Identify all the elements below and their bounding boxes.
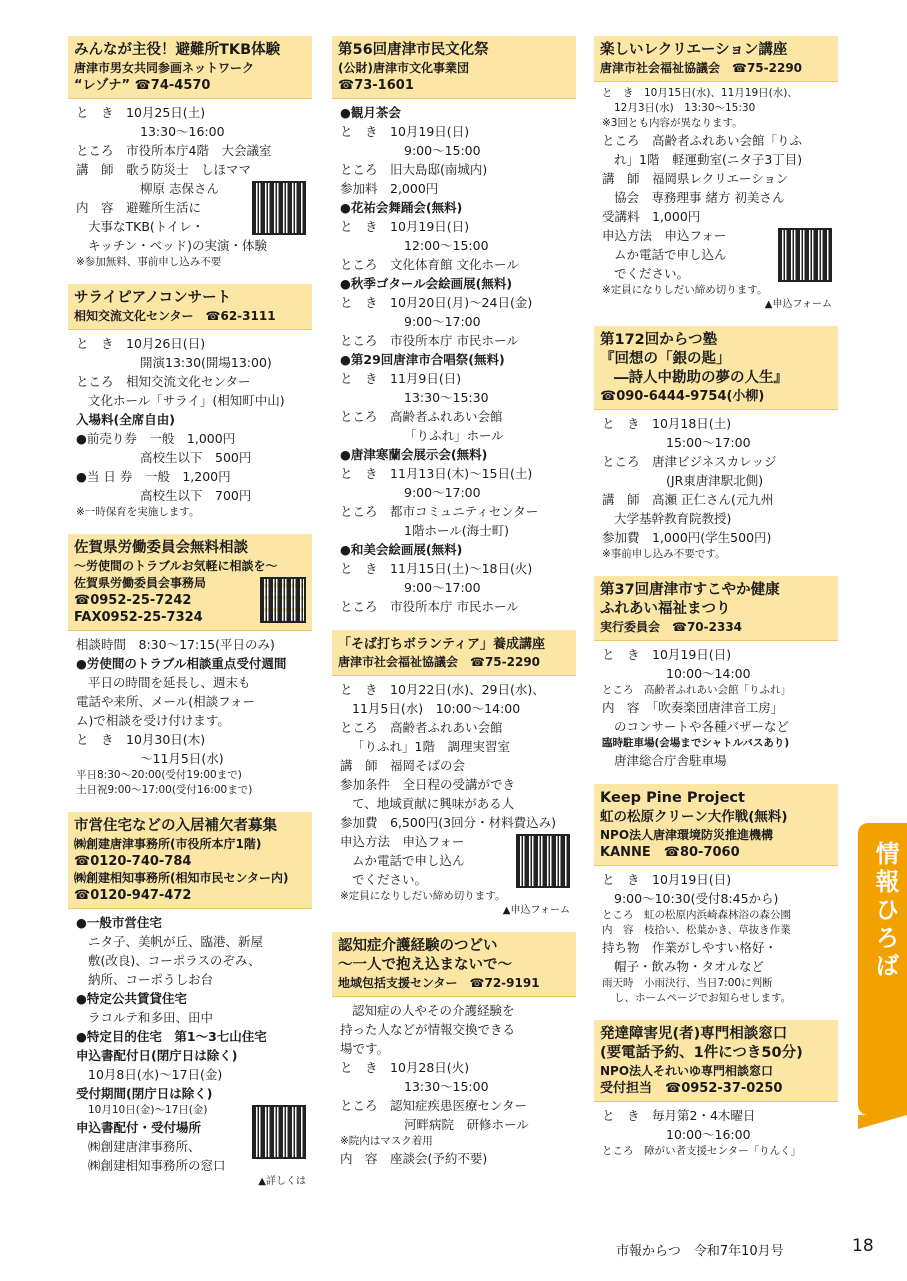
article-header (332, 36, 576, 99)
article-body (332, 676, 576, 918)
text-line: 1階ホール(海士町) (404, 523, 509, 538)
article-body (594, 641, 838, 770)
note: ※参加無料、事前申し込み不要 (76, 256, 222, 268)
article-header (332, 932, 576, 997)
text-line: ところ 都市コミュニティセンター (340, 504, 539, 519)
text-line: 13:30～15:30 (404, 390, 489, 405)
article-title-line: ふれあい福祉まつり (600, 601, 731, 617)
article-tel: ☎0952-25-7242 (74, 593, 192, 608)
text-line: 河畔病院 研修ホール (404, 1117, 529, 1132)
text-line: 15:00～17:00 (666, 435, 751, 450)
text-line: ところ 唐津ビジネスカレッジ (602, 454, 777, 469)
text-line: 唐津総合庁舎駐車場 (614, 753, 727, 768)
article-header (68, 284, 312, 330)
article-body (68, 330, 312, 520)
article-org-tel: “レゾナ” ☎74-4570 (74, 78, 211, 93)
text-line: と き 10月19日(日) (602, 647, 732, 662)
text-line: 「りふれ」ホール (404, 428, 504, 443)
side-tab-label: 情報ひろば (871, 841, 899, 981)
text-line: 内 容 避難所生活に (76, 200, 202, 215)
article-tel: ☎090-6444-9754(小柳) (600, 389, 765, 404)
text-line: と き 10月19日(日) (340, 219, 470, 234)
text-line: と き 10月28日(火) (340, 1060, 470, 1075)
text-line: 敷(改良)、コーポラスのぞみ、 (88, 953, 261, 968)
text-line: ところ 虹の松原内浜崎森林浴の森公園 (602, 909, 791, 921)
article-header (332, 630, 576, 676)
text-line: 平日8:30～20:00(受付19:00まで) (76, 769, 242, 781)
text-line: 持ち物 作業がしやすい格好・ (602, 940, 778, 955)
article-org: 唐津市社会福祉協議会 ☎75-2290 (338, 655, 541, 669)
text-line: ●一般市営住宅 (76, 915, 162, 930)
article-org: 相知交流文化センター ☎62-3111 (74, 309, 276, 323)
text-line: と き 10月26日(日) (76, 336, 206, 351)
article-tkb (68, 36, 312, 270)
text-line: と き 10月20日(月)～24日(金) (340, 295, 533, 310)
text-line: でください。 (352, 872, 428, 887)
text-line: 12:00～15:00 (404, 238, 489, 253)
text-line: 受付期間(閉庁日は除く) (76, 1086, 213, 1101)
text-line: と き 10月15日(水)、11月19日(水)、 (602, 87, 798, 99)
article-recreation (594, 36, 838, 312)
footer-publication: 市報からつ 令和7年10月号 (616, 1244, 784, 1259)
article-soba (332, 630, 576, 918)
column-left (68, 36, 312, 1203)
article-title: みんなが主役！避難所TKB体験 (74, 42, 281, 58)
text-line: と き 毎月第2・4木曜日 (602, 1108, 756, 1123)
text-line: ●前売り券 一般 1,000円 (76, 431, 236, 446)
text-line: 開演13:30(開場13:00) (140, 355, 272, 370)
text-line: ～11月5日(水) (140, 751, 224, 766)
text-line: 9:00～17:00 (404, 314, 481, 329)
text-line: 高校生以下 500円 (140, 450, 252, 465)
article-tel: ☎73-1601 (338, 78, 414, 93)
column-middle (332, 36, 576, 1182)
article-header (594, 576, 838, 641)
text-line: と き 10月25日(土) (76, 105, 206, 120)
text-line: し、ホームページでお知らせします。 (614, 992, 792, 1004)
article-org: 唐津市男女共同参画ネットワーク (74, 61, 255, 75)
text-line: て、地域貢献に興味がある人 (352, 796, 515, 811)
text-line: ●花祐会舞踊会(無料) (340, 200, 463, 215)
text-line: 内 容 枝拾い、松葉かき、草抜き作業 (602, 924, 791, 936)
text-line: 持った人などが情報交換できる (340, 1022, 516, 1037)
text-line: 認知症の人やその介護経験を (352, 1003, 515, 1018)
article-body (332, 997, 576, 1168)
text-line: と き 10月18日(土) (602, 416, 732, 431)
qr-code[interactable] (778, 228, 832, 282)
text-line: ムか電話で申し込ん (352, 853, 465, 868)
article-title: 「そば打ちボランティア」養成講座 (338, 637, 545, 652)
text-line: と き 10月19日(日) (602, 872, 732, 887)
article-org: 佐賀県労働委員会事務局 (74, 576, 207, 590)
text-line: 10月10日(金)～17日(金) (88, 1104, 208, 1116)
note: ※院内はマスク着用 (340, 1135, 433, 1147)
note: ※定員になりしだい締め切ります。 (340, 890, 506, 902)
text-line: ㈱創建相知事務所の窓口 (88, 1158, 226, 1173)
text-line: 講 師 歌う防災士 しほママ (76, 162, 252, 177)
text-line: ところ 旧大島邸(南城内) (340, 162, 488, 177)
note: ※定員になりしだい締め切ります。 (602, 284, 768, 296)
text-line: キッチン・ベッド)の実演・体験 (88, 238, 268, 253)
text-line: 講 師 福岡そばの会 (340, 758, 466, 773)
text-line: 協会 専務理事 緒方 初美さん (614, 190, 785, 205)
article-piano (68, 284, 312, 520)
text-line: 11月5日(水) 10:00～14:00 (352, 701, 521, 716)
text-line: ●観月茶会 (340, 105, 401, 120)
text-line: ●労使間のトラブル相談重点受付週間 (76, 656, 287, 671)
note: ※事前申し込み不要です。 (602, 548, 726, 560)
qr-caption: ▲詳しくは (258, 1176, 306, 1187)
article-tel: ☎0120-947-472 (74, 888, 192, 903)
qr-caption: ▲申込フォーム (764, 299, 832, 310)
text-line: 臨時駐車場(会場までシャトルバスあり) (602, 737, 790, 749)
text-line: 高校生以下 700円 (140, 488, 252, 503)
article-org: NPO法人唐津環境防災推進機構 (600, 828, 774, 842)
article-body (68, 631, 312, 798)
text-line: と き 11月13日(木)～15日(土) (340, 466, 533, 481)
text-line: (JR東唐津駅北側) (666, 473, 764, 488)
article-header (68, 36, 312, 99)
text-line: 場です。 (340, 1041, 390, 1056)
text-line: 12月3日(水) 13:30～15:30 (614, 102, 756, 114)
text-line: 入場料(全席自由) (76, 412, 175, 427)
text-line: のコンサートや各種バザーなど (614, 719, 790, 734)
text-line: と き 11月15日(土)～18日(火) (340, 561, 533, 576)
text-line: 土日祝9:00～17:00(受付16:00まで) (76, 784, 253, 796)
article-body (594, 410, 838, 562)
article-pine (594, 784, 838, 1006)
article-title: 楽しいレクリエーション講座 (600, 42, 788, 58)
side-tab-info-plaza (858, 823, 907, 1115)
article-header (594, 36, 838, 82)
text-line: 参加条件 全日程の受講ができ (340, 777, 516, 792)
text-line: 大学基幹教育院教授) (614, 511, 732, 526)
text-line: ところ 市役所本庁4階 大会議室 (76, 143, 272, 158)
article-org: NPO法人それいゆ専門相談窓口 (600, 1064, 774, 1078)
text-line: ㈱創建唐津事務所、 (88, 1139, 201, 1154)
article-header (594, 1020, 838, 1102)
text-line: 納所、コーポうしお台 (88, 972, 214, 987)
text-line: ●特定公共賃貸住宅 (76, 991, 187, 1006)
qr-code[interactable] (252, 1105, 306, 1159)
text-line: れ」1階 軽運動室(ニタ子3丁目) (614, 152, 803, 167)
article-header (594, 326, 838, 410)
qr-code[interactable] (516, 834, 570, 888)
article-title: 市営住宅などの入居補欠者募集 (74, 818, 277, 834)
text-line: と き 10月30日(木) (76, 732, 206, 747)
article-title: 第172回からつ塾 (600, 332, 718, 348)
text-line: 雨天時 小雨決行、当日7:00に判断 (602, 977, 773, 989)
text-line: 大事なTKB(トイレ・ (88, 219, 205, 234)
text-line: でください。 (614, 266, 690, 281)
text-line: ところ 高齢者ふれあい会館「りふれ」 (602, 684, 791, 696)
text-line: ●唐津寒蘭会展示会(無料) (340, 447, 488, 462)
text-line: 講 師 福岡県レクリエーション (602, 171, 789, 186)
text-line: 13:30～16:00 (140, 124, 225, 139)
text-line: ところ 高齢者ふれあい会館「りふ (602, 133, 803, 148)
article-body (594, 1102, 838, 1159)
article-org: 実行委員会 ☎70-2334 (600, 620, 743, 634)
text-line: ム)で相談を受け付けます。 (76, 713, 230, 728)
article-body (68, 99, 312, 270)
text-line: ところ 文化体育館 文化ホール (340, 257, 519, 272)
text-line: 9:00～15:00 (404, 143, 481, 158)
text-line: ニタ子、美帆が丘、臨港、新屋 (88, 934, 264, 949)
text-line: 相談時間 8:30～17:15(平日のみ) (76, 637, 275, 652)
article-festival (332, 36, 576, 616)
text-line: 9:00～10:30(受付8:45から) (614, 891, 779, 906)
text-line: 参加料 2,000円 (340, 181, 439, 196)
qr-caption: ▲申込フォーム (502, 905, 570, 916)
text-line: 「りふれ」1階 調理実習室 (352, 739, 510, 754)
article-body (68, 909, 312, 1189)
article-title: 第37回唐津市すこやか健康 (600, 582, 780, 598)
article-fax: FAX0952-25-7324 (74, 610, 203, 625)
article-labor (68, 534, 312, 798)
text-line: 申込書配付日(閉庁日は除く) (76, 1048, 238, 1063)
text-line: 10:00～16:00 (666, 1127, 751, 1142)
text-line: 申込方法 申込フォー (602, 228, 727, 243)
text-line: 参加費 1,000円(学生500円) (602, 530, 772, 545)
text-line: ●当 日 券 一般 1,200円 (76, 469, 231, 484)
text-line: ●第29回唐津市合唱祭(無料) (340, 352, 505, 367)
article-dementia (332, 932, 576, 1168)
text-line: 9:00～17:00 (404, 485, 481, 500)
article-tel: KANNE ☎80-7060 (600, 845, 740, 860)
note: ※一時保育を実施します。 (76, 506, 200, 518)
text-line: ※3回とも内容が異なります。 (602, 117, 743, 129)
article-develop (594, 1020, 838, 1159)
text-line: 9:00～17:00 (404, 580, 481, 595)
article-housing (68, 812, 312, 1189)
article-org: 地域包括支援センター ☎72-9191 (338, 976, 540, 990)
text-line: ところ 市役所本庁 市民ホール (340, 599, 519, 614)
text-line: と き 10月19日(日) (340, 124, 470, 139)
article-title-line: ―詩人中勘助の夢の人生』 (614, 370, 788, 386)
qr-code[interactable] (260, 577, 306, 623)
text-line: 帽子・飲み物・タオルなど (614, 959, 765, 974)
text-line: 電話や来所、メール(相談フォー (76, 694, 256, 709)
text-line: と き 11月9日(日) (340, 371, 462, 386)
article-body (332, 99, 576, 616)
article-header (68, 812, 312, 909)
text-line: 10月8日(水)～17日(金) (88, 1067, 223, 1082)
text-line: ところ 障がい者支援センター「りんく」 (602, 1145, 802, 1157)
qr-code[interactable] (252, 181, 306, 235)
text-line: 申込書配付・受付場所 (76, 1120, 202, 1135)
text-line: ところ 相知交流文化センター (76, 374, 251, 389)
article-title: 認知症介護経験のつどい (338, 938, 498, 954)
column-right (594, 36, 838, 1173)
article-title: 発達障害児(者)専門相談窓口 (600, 1026, 788, 1042)
text-line: 13:30～15:00 (404, 1079, 489, 1094)
text-line: ●秋季ゴタール会絵画展(無料) (340, 276, 513, 291)
text-line: 文化ホール「サライ」(相知町中山) (88, 393, 285, 408)
text-line: 参加費 6,500円(3回分・材料費込み) (340, 815, 556, 830)
text-line: 柳原 志保さん (140, 181, 219, 196)
article-title: サライピアノコンサート (74, 290, 232, 306)
text-line: 講 師 高瀬 正仁さん(元九州 (602, 492, 774, 507)
article-org: ㈱創建相知事務所(相知市民センター内) (74, 871, 289, 885)
article-title-line: (要電話予約、1件につき50分) (600, 1045, 803, 1061)
text-line: 受講料 1,000円 (602, 209, 701, 224)
text-line: 内 容 「吹奏楽団唐津音工房」 (602, 700, 784, 715)
article-title: 第56回唐津市民文化祭 (338, 42, 489, 58)
article-org: (公財)唐津市文化事業団 (338, 61, 469, 75)
article-header (594, 784, 838, 866)
article-subtitle: ～一人で抱え込まないで～ (338, 957, 512, 973)
article-tel: 受付担当 ☎0952-37-0250 (600, 1081, 783, 1096)
article-org: 唐津市社会福祉協議会 ☎75-2290 (600, 61, 803, 75)
article-title-line: 『回想の「銀の匙」 (600, 351, 731, 367)
article-header (68, 534, 312, 631)
article-body (594, 866, 838, 1006)
text-line: ムか電話で申し込ん (614, 247, 727, 262)
text-line: ところ 認知症疾患医療センター (340, 1098, 528, 1113)
text-line: 平日の時間を延長し、週末も (88, 675, 251, 690)
article-tel: ☎0120-740-784 (74, 854, 192, 869)
article-subtitle: ～労使間のトラブルお気軽に相談を～ (74, 559, 278, 573)
text-line: ラコルテ和多田、田中 (88, 1010, 214, 1025)
text-line: ところ 市役所本庁 市民ホール (340, 333, 519, 348)
article-title-line: 虹の松原クリーン大作戦(無料) (600, 809, 788, 825)
article-title: 佐賀県労働委員会無料相談 (74, 540, 248, 556)
text-line: 申込方法 申込フォー (340, 834, 465, 849)
text-line: ところ 高齢者ふれあい会館 (340, 720, 503, 735)
text-line: ところ 高齢者ふれあい会館 (340, 409, 503, 424)
text-line: ●特定目的住宅 第1～3七山住宅 (76, 1029, 267, 1044)
article-body (594, 82, 838, 312)
text-line: 10:00～14:00 (666, 666, 751, 681)
article-title: Keep Pine Project (600, 790, 745, 806)
text-line: 内 容 座談会(予約不要) (340, 1151, 488, 1166)
text-line: と き 10月22日(水)、29日(水)、 (340, 682, 545, 697)
article-health (594, 576, 838, 770)
text-line: ●和美会絵画展(無料) (340, 542, 463, 557)
article-juku (594, 326, 838, 562)
page-number: 18 (852, 1236, 874, 1256)
article-org: ㈱創建唐津事務所(市役所本庁1階) (74, 837, 262, 851)
